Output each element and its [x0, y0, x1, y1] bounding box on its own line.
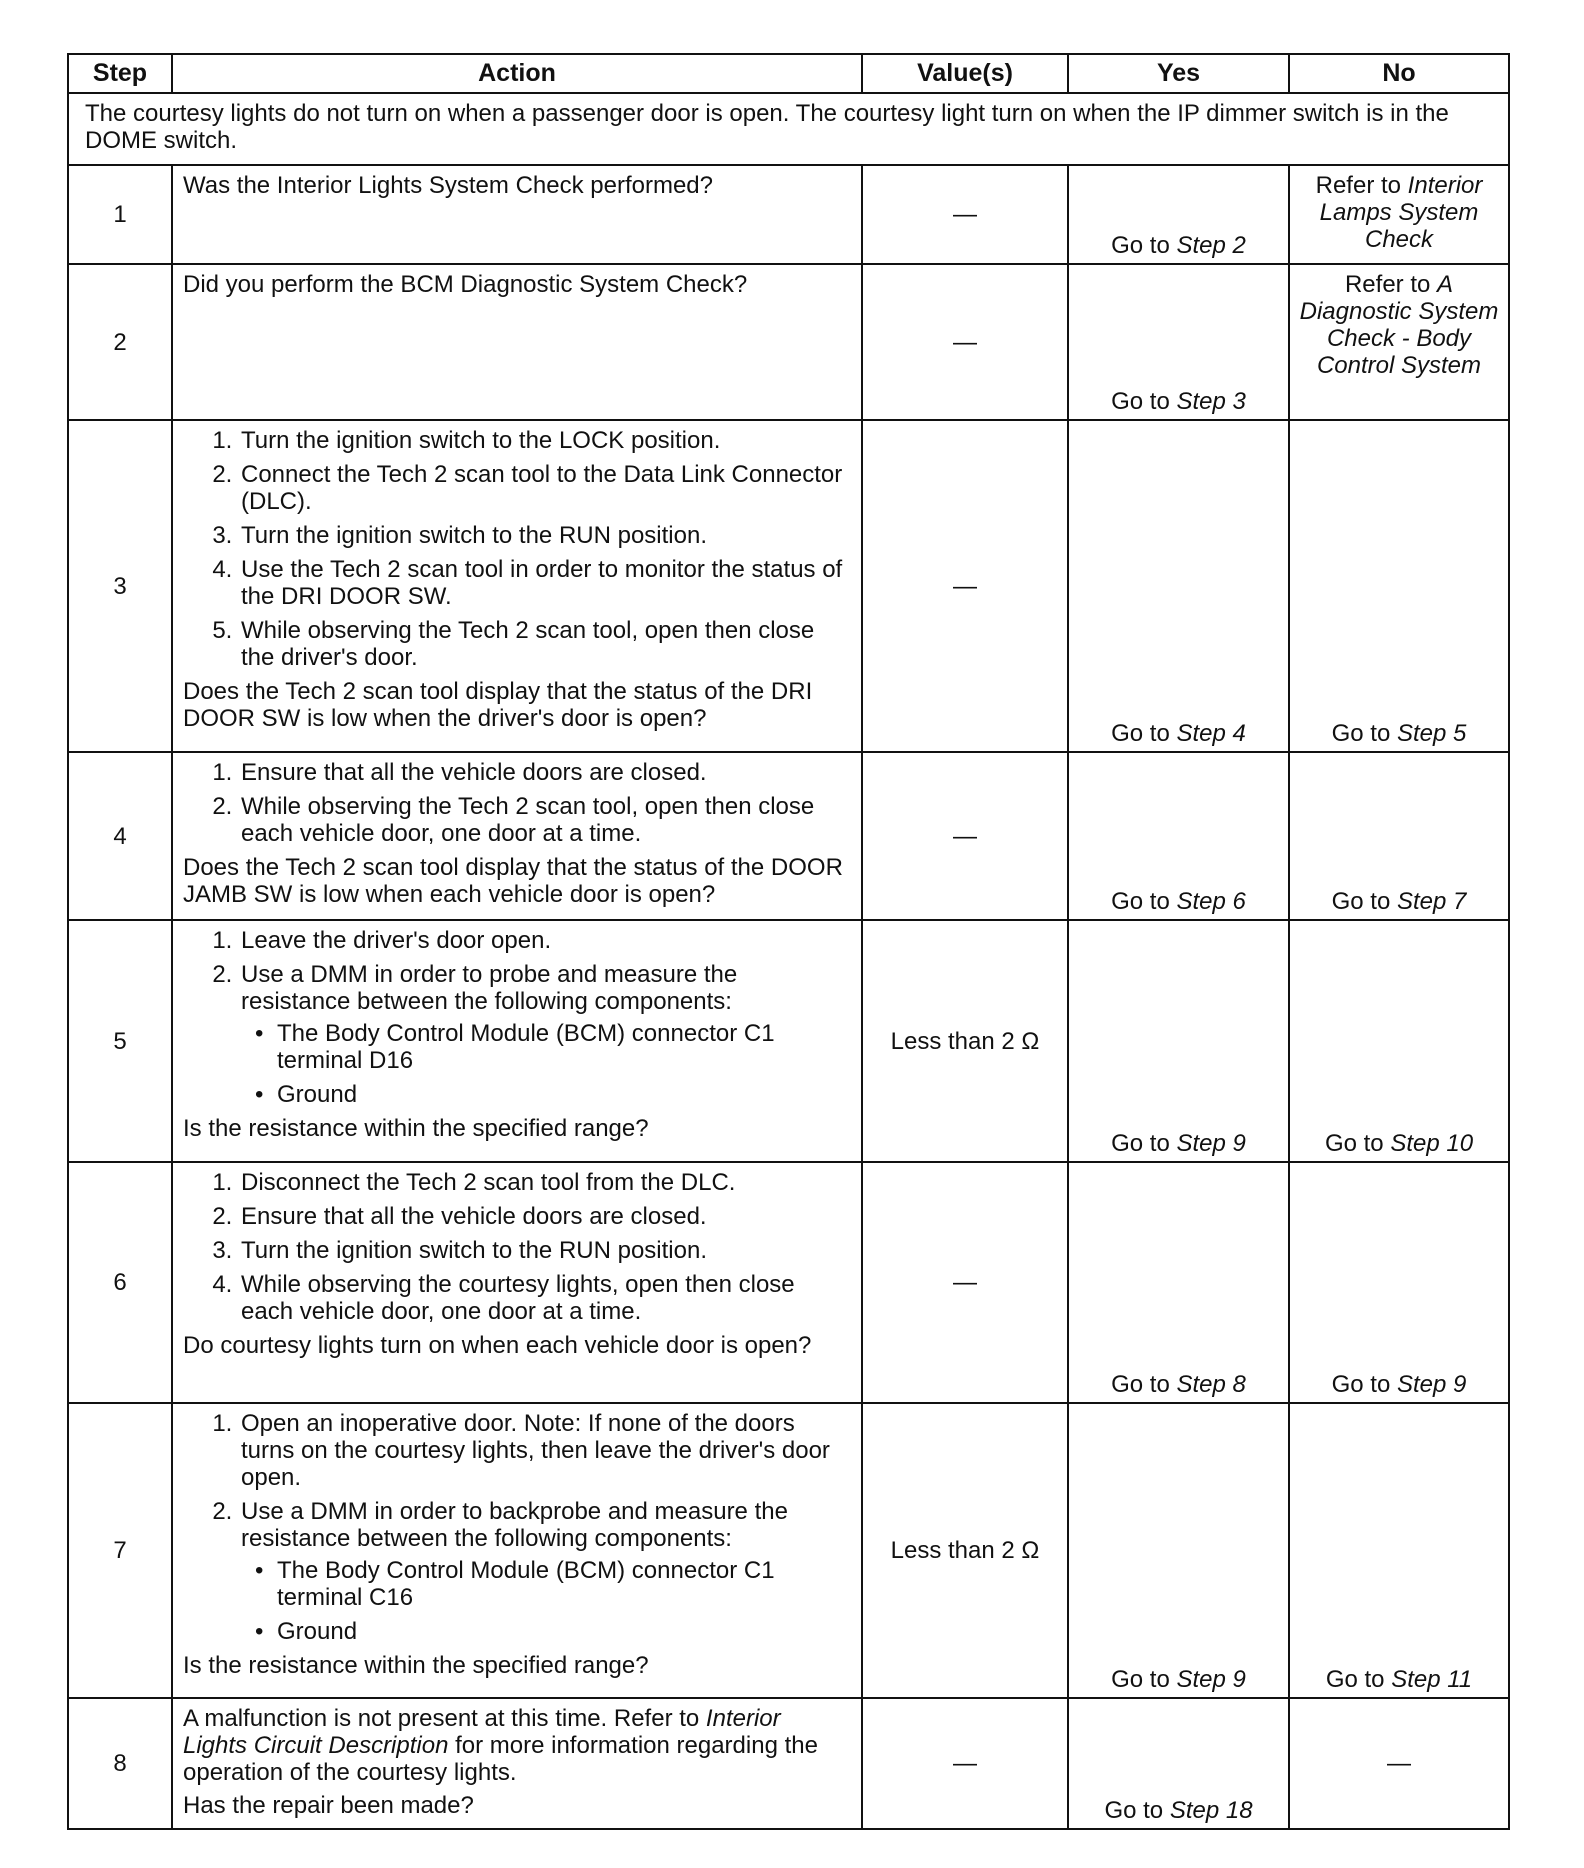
no-step-link: Step 11	[1391, 1666, 1473, 1693]
action-question: Do courtesy lights turn on when each vehicle door is open?	[183, 1332, 812, 1359]
no-prefix: Go to	[1325, 1666, 1392, 1693]
step-number: 6	[68, 1162, 172, 1403]
action-question: Does the Tech 2 scan tool display that the status of the DOOR JAMB SW is low when each vehicle door is open?	[183, 854, 843, 908]
no-prefix: Go to	[1331, 888, 1397, 915]
action-steps-list	[183, 927, 851, 1108]
yes-step-link: Step 9	[1176, 1130, 1246, 1157]
action-steps-list	[183, 759, 851, 847]
action-cell	[172, 752, 862, 920]
no-prefix: Refer to	[1344, 271, 1438, 298]
action-cell	[172, 1403, 862, 1698]
action-step	[239, 961, 851, 1108]
no-prefix: Refer to	[1315, 172, 1408, 199]
yes-prefix: Go to	[1111, 1666, 1177, 1693]
yes-cell	[1068, 264, 1289, 420]
action-cell	[172, 1162, 862, 1403]
action-step: 2. Connect the Tech 2 scan tool to the Data Link Connector (DLC).	[239, 461, 851, 515]
yes-cell	[1068, 920, 1289, 1162]
component-item: • Ground	[275, 1618, 851, 1645]
value-cell: —	[862, 1162, 1068, 1403]
yes-step-link: Step 2	[1176, 232, 1246, 259]
component-item: • Ground	[275, 1081, 851, 1108]
value-cell: —	[862, 165, 1068, 264]
table-row	[68, 920, 1509, 1162]
yes-cell	[1068, 1162, 1289, 1403]
table-row	[68, 1162, 1509, 1403]
step-number: 4	[68, 752, 172, 920]
yes-step-link: Step 18	[1169, 1797, 1253, 1824]
action-step: 4. While observing the courtesy lights, open then close each vehicle door, one door at a time.	[239, 1271, 851, 1325]
table-row	[68, 752, 1509, 920]
yes-step-link: Step 9	[1176, 1666, 1246, 1693]
no-cell: —	[1289, 1698, 1509, 1829]
yes-prefix: Go to	[1111, 388, 1177, 415]
action-steps-list	[183, 427, 851, 671]
table-row	[68, 264, 1509, 420]
header-values: Value(s)	[862, 54, 1068, 93]
intro-text: The courtesy lights do not turn on when a passenger door is open. The courtesy light turn on when the IP dimmer switch is in the DOME switch.	[68, 93, 1509, 165]
component-list	[241, 1020, 851, 1108]
yes-cell	[1068, 420, 1289, 752]
no-cell	[1289, 264, 1509, 420]
action-step: 1. Turn the ignition switch to the LOCK position.	[239, 427, 851, 454]
action-steps-list	[183, 1410, 851, 1645]
action-cell	[172, 420, 862, 752]
no-prefix: Go to	[1324, 1130, 1391, 1157]
no-cell	[1289, 920, 1509, 1162]
yes-prefix: Go to	[1111, 1130, 1177, 1157]
table-row	[68, 1698, 1509, 1829]
no-prefix: Go to	[1331, 1371, 1397, 1398]
header-no: No	[1289, 54, 1509, 93]
diagnostic-table	[67, 53, 1510, 1830]
action-text-post: for more information regarding the operation of the courtesy lights.	[183, 1732, 818, 1786]
action-cell	[172, 920, 862, 1162]
header-row	[68, 54, 1509, 93]
step-number: 8	[68, 1698, 172, 1829]
component-item: • The Body Control Module (BCM) connector C1 terminal D16	[275, 1020, 851, 1074]
yes-step-link: Step 8	[1176, 1371, 1246, 1398]
header-action: Action	[172, 54, 862, 93]
yes-prefix: Go to	[1104, 1797, 1170, 1824]
yes-prefix: Go to	[1111, 888, 1177, 915]
no-reference-link: A Diagnostic System Check - Body Control System	[1299, 271, 1499, 379]
no-cell	[1289, 1162, 1509, 1403]
action-step: 1. Open an inoperative door. Note: If none of the doors turns on the courtesy lights, then leave the driver's door open.	[239, 1410, 851, 1491]
circuit-description-link: Interior Lights Circuit Description	[183, 1705, 781, 1759]
action-cell	[172, 1698, 862, 1829]
no-step-link: Step 9	[1396, 1371, 1467, 1398]
table-row	[68, 165, 1509, 264]
action-step: 4. Use the Tech 2 scan tool in order to monitor the status of the DRI DOOR SW.	[239, 556, 851, 610]
action-step-text: Use a DMM in order to backprobe and measure the resistance between the following components:	[241, 1498, 788, 1552]
value-cell: —	[862, 752, 1068, 920]
yes-prefix: Go to	[1111, 1371, 1177, 1398]
no-step-link: Step 10	[1390, 1130, 1474, 1157]
value-cell: —	[862, 420, 1068, 752]
component-list	[241, 1557, 851, 1645]
action-step: 3. Turn the ignition switch to the RUN position.	[239, 1237, 851, 1264]
action-question: Has the repair been made?	[183, 1792, 474, 1819]
action-step: 2. Ensure that all the vehicle doors are closed.	[239, 1203, 851, 1230]
no-step-link: Step 7	[1396, 888, 1467, 915]
value-cell: —	[862, 264, 1068, 420]
action-steps-list	[183, 1169, 851, 1325]
action-step-text: Use a DMM in order to probe and measure the resistance between the following components:	[241, 961, 738, 1015]
action-step: 1. Disconnect the Tech 2 scan tool from the DLC.	[239, 1169, 851, 1196]
yes-cell	[1068, 1698, 1289, 1829]
action-text: Was the Interior Lights System Check performed?	[172, 165, 862, 264]
yes-cell	[1068, 752, 1289, 920]
action-step: 2. While observing the Tech 2 scan tool, open then close each vehicle door, one door at a time.	[239, 793, 851, 847]
header-yes: Yes	[1068, 54, 1289, 93]
yes-step-link: Step 4	[1176, 720, 1246, 747]
action-text	[183, 1705, 851, 1786]
value-cell: Less than 2 Ω	[862, 920, 1068, 1162]
yes-cell	[1068, 1403, 1289, 1698]
no-cell	[1289, 420, 1509, 752]
action-step: 1. Ensure that all the vehicle doors are closed.	[239, 759, 851, 786]
yes-cell	[1068, 165, 1289, 264]
intro-row	[68, 93, 1509, 165]
yes-step-link: Step 6	[1176, 888, 1246, 915]
no-cell	[1289, 165, 1509, 264]
yes-prefix: Go to	[1111, 720, 1177, 747]
no-reference-link: Interior Lamps System Check	[1319, 172, 1483, 253]
table-row	[68, 420, 1509, 752]
action-question: Does the Tech 2 scan tool display that the status of the DRI DOOR SW is low when the driver's door is open?	[183, 678, 813, 732]
action-question: Is the resistance within the specified range?	[183, 1115, 649, 1142]
step-number: 2	[68, 264, 172, 420]
step-number: 3	[68, 420, 172, 752]
value-cell: —	[862, 1698, 1068, 1829]
diagnostic-table-container	[67, 53, 1508, 1830]
no-prefix: Go to	[1331, 720, 1397, 747]
action-text: Did you perform the BCM Diagnostic System Check?	[172, 264, 862, 420]
action-question: Is the resistance within the specified range?	[183, 1652, 649, 1679]
action-text-pre: A malfunction is not present at this time. Refer to	[183, 1705, 706, 1732]
no-cell	[1289, 752, 1509, 920]
action-step: 5. While observing the Tech 2 scan tool, open then close the driver's door.	[239, 617, 851, 671]
action-step	[239, 1498, 851, 1645]
no-step-link: Step 5	[1396, 720, 1467, 747]
yes-prefix: Go to	[1111, 232, 1177, 259]
step-number: 7	[68, 1403, 172, 1698]
action-step: 1. Leave the driver's door open.	[239, 927, 851, 954]
value-cell: Less than 2 Ω	[862, 1403, 1068, 1698]
header-step: Step	[68, 54, 172, 93]
step-number: 1	[68, 165, 172, 264]
component-item: • The Body Control Module (BCM) connector C1 terminal C16	[275, 1557, 851, 1611]
no-cell	[1289, 1403, 1509, 1698]
action-step: 3. Turn the ignition switch to the RUN position.	[239, 522, 851, 549]
yes-step-link: Step 3	[1176, 388, 1246, 415]
step-number: 5	[68, 920, 172, 1162]
table-row	[68, 1403, 1509, 1698]
